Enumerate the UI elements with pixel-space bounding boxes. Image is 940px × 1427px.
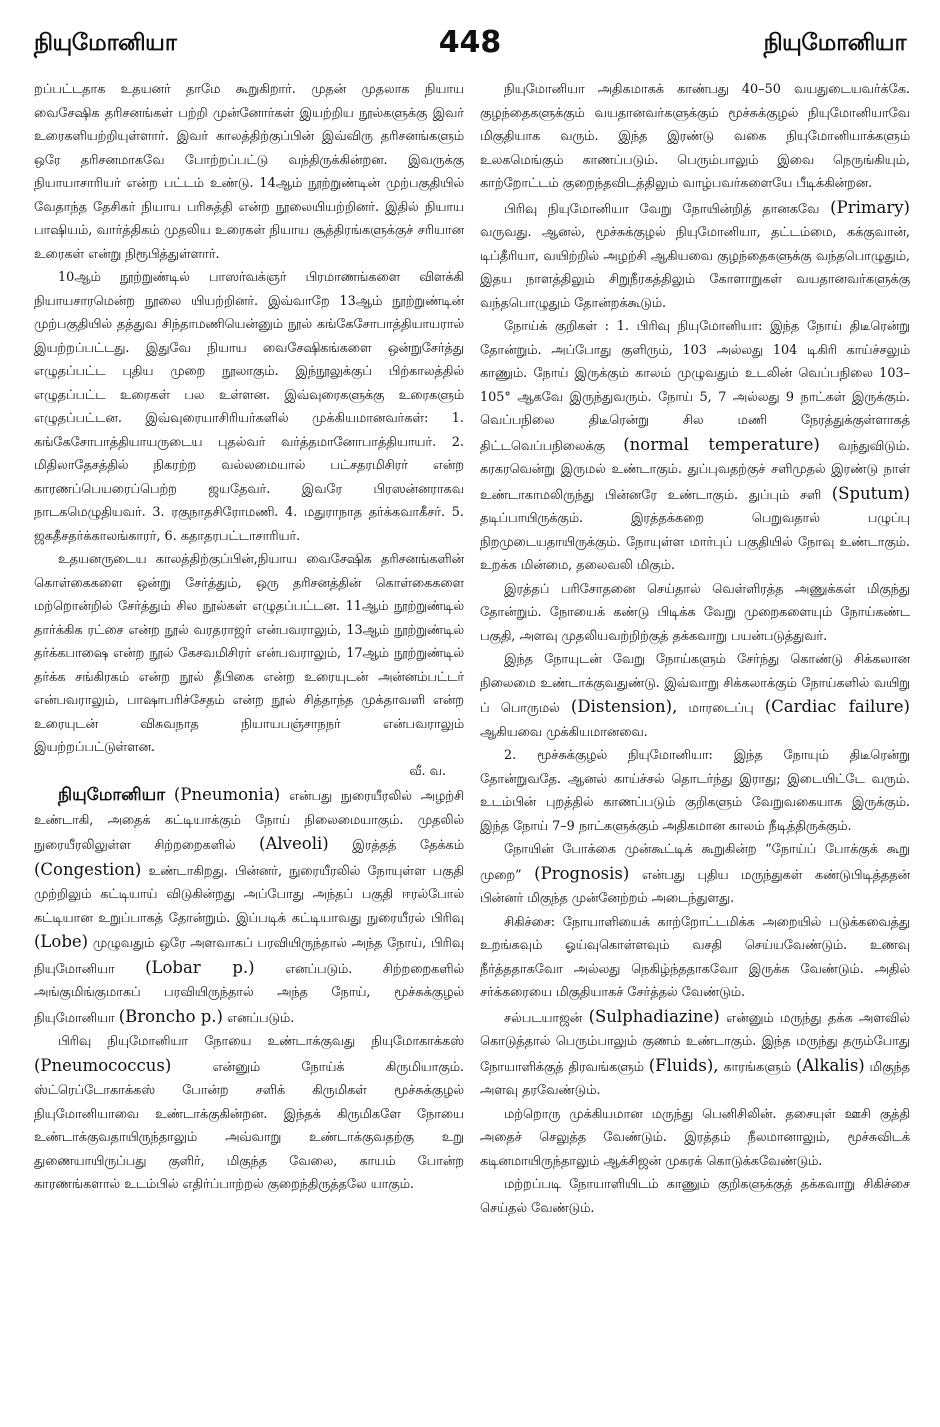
latin-term: (Congestion)	[34, 859, 142, 879]
latin-term: (Pneumonia)	[173, 785, 281, 804]
text-run: பிரிவு நியுமோனியா வேறு நோயின்றித் தானகவே	[504, 201, 831, 217]
text-run: நோய்க் குறிகள் : 1. பிரிவு நியுமோனியா: இந்த நோய் திடீரென்று தோன்றும். அப்போது குளிரும், 103 அல்லது 104 டிகிரி காய்ச்சலும் காணும். நோய் இருக்கும் காலம் முழுவதும் உடலின் வெப்பநிலை 103–105° ஆகவே இருந்துவரும். நோய் 5, 7 அல்லது 9 நாட்கள் இருக்கும். வெப்பநிலை திடீரென்று சில மணி நேரத்துக்குள்ளாகத் திட்டவெப்பநிலைக்கு	[480, 319, 910, 454]
text-run: நோயின் போக்கை முன்கூட்டிக் கூறுகின்ற “நோய்ப் போக்குக் கூறு முறை”	[480, 842, 910, 883]
running-head-left: நியுமோனியா	[34, 30, 177, 56]
text-run: தடிப்பாயிருக்கும். இரத்தக்கறை பெறுவதால் பழுப்பு நிறமுடையதாயிருக்கும். நோயுள்ள மார்புப் பகுதியில் நோவு உண்டாகும். உறக்க மின்மை, தலைவலி மிகும்.	[480, 511, 910, 573]
paragraph: மற்றப்படி நோயாளியிடம் காணும் குறிகளுக்குத் தக்கவாறு சிகிச்சை செய்தல் வேண்டும்.	[480, 1177, 910, 1216]
text-run: ஆகியவை முக்கியமானவை.	[480, 724, 648, 740]
paragraph	[480, 648, 910, 744]
paragraph: இரத்தப் பரிசோதனை செய்தால் வெள்ளிரத்த அணுக்கள் மிகுந்து தோன்றும். நோயைக் கண்டு பிடிக்க வேறு முறைகளையும் நோய்கண்ட பகுதி, அளவு முதலியவற்றிற்குத் தக்கவாறு பயன்படுத்துவர்.	[480, 581, 910, 644]
text-run: என்பது புதிய மருந்துகள் கண்டுபிடித்ததன் பின்னர் மிகுந்த முன்னேற்றம் அடைந்துளது.	[480, 867, 910, 906]
text-run: பிரிவு நியுமோனியா நோயை உண்டாக்குவது நியுமோகாக்கஸ்	[58, 1034, 464, 1049]
paragraph	[480, 196, 910, 316]
text-run: என்னும் நோய்க் கிருமியாகும். ஸ்ட்ரெப்டோகாக்கஸ் போன்ற சளிக் கிருமிகள் மூச்சுக்குழல் நியுமோனியாவை உண்டாக்குகின்றன. இந்தக் கிருமிகளே நோயை உண்டாக்குவதாயிருந்தாலும் அவ்வாறு உண்டாக்குவதற்கு உறு துணையாயிருப்பது குளிர், மிகுந்த வேலை, காயம் போன்ற காரணங்களால் உடம்பில் எதிர்ப்பாற்றல் குறைந்திருத்தலே யாகும்.	[34, 1059, 464, 1192]
latin-term: (Lobe)	[34, 932, 89, 951]
paragraph-text: உதயனருடைய காலத்திற்குப்பின்,நியாய வைசேஷிக தரிசனங்களின் கொள்கைகளை ஒன்று சேர்த்தும், ஒரு தரிசனத்தின் கொள்கைகளை மற்றொன்றில் சேர்த்தும் சில நூல்கள் எழுதப்பட்டன. 11ஆம் நூற்றுண்டில் தார்க்கிக ரட்சை என்ற நூல் வரதராஜர் என்பவராலும், 13ஆம் நூற்றுண்டில் தர்க்கபாஷை என்ற நூல் கேசவமிசிரர் என்பவராலும், 17ஆம் நூற்றுண்டில் தர்க்க சங்கிரகம் என்ற நூல் தீபிகை என்ற உரையுடன் அன்னம்பட்டர் என்பவராலும், பாஷாபரிச்சேதம் என்ற நூல் சித்தாந்த முக்தாவளி என்ற உரையுடன் விசுவநாத நியாயபஞ்சாநநர் என்பவராலும் இயற்றப்பட்டுள்ளன.	[34, 552, 464, 755]
paragraph: சிகிச்சை: நோயாளியைக் காற்றோட்டமிக்க அறையில் படுக்கவைத்து உறங்கவும் ஓய்வுகொள்ளவும் வசதி செய்யவேண்டும். உணவு நீர்த்ததாகவோ அல்லது நெகிழ்ந்ததாகவோ இருக்க வேண்டும். அதில் சர்க்கரையை மிகுதியாகச் சேர்த்தல் வேண்டும்.	[480, 914, 910, 1000]
latin-term: (Primary)	[830, 197, 910, 217]
latin-term: (Alveoli)	[259, 834, 329, 853]
paragraph: 10ஆம் நூற்றுண்டில் பாஸர்வக்ஞர் பிரமாணங்களை விளக்கி நியாயசாரமென்ற நூலை யியற்றினர். இவ்வாறே 13ஆம் நூற்றுண்டின் முற்பகுதியில் தத்துவ சிந்தாமணியென்னும் நூல் கங்கேசோபாத்தியாயரால் இயற்றப்பட்டது. இதுவே நியாய வைசேஷிகங்களை ஒன்றுசேர்த்து எழுதப்பட்ட புதிய முறை நூலாகும். இந்நூலுக்குப் பிற்காலத்தில் எழுதப்பட்ட உரைகள் பல உள்ளன. இவ்வுரைகளுக்கு உரைகளும் எழுதப்பட்டன. இவ்வுரையாசிரியர்களில் முக்கியமானவர்கள்: 1. கங்கேசோபாத்தியாயருடைய புதல்வர் வர்த்தமானோபாத்தியாயர். 2. மிதிலாதேசத்தில் நிகரற்ற வல்லமையால் பட்சதரமிசிரர் என்ற காரணப்பெயரைப்பெற்ற ஜயதேவர். இவரே பிரஸன்னராகவ நாடகமெழுதியவர். 3. ரகுநாதசிரோமணி. 4. மதுராநாத தர்க்கவாகீசர். 5. ஜகதீசதர்க்காலங்காரர், 6. கதாதரபட்டாசாரியர்.	[34, 270, 464, 544]
text-run: எனப்படும். சிற்றறைகளில் அங்குமிங்குமாகப் பரவியிருந்தால் அந்த நோய், மூச்சுக்குழல் நியுமோனியா	[34, 961, 464, 1026]
author-signature: வீ. வ.	[409, 763, 446, 779]
latin-term: (normal temperature)	[623, 434, 820, 454]
latin-term: (Sputum)	[831, 483, 910, 503]
paragraph: மற்றொரு முக்கியமான மருந்து பெனிசிலின். தசையுள் ஊசி குத்தி அதைச் செலுத்த வேண்டும். இரத்தம் நீலமானாலும், மூச்சுவிடக் கடினமாயிருந்தாலும் ஆக்சிஜன் முகரக் கொடுக்கவேண்டும்.	[480, 1106, 910, 1169]
latin-term: (Fluids),	[648, 1055, 719, 1075]
right-column	[480, 78, 910, 1220]
text-run: மிகுந்த அளவு தரவேண்டும்.	[480, 1059, 910, 1098]
left-column	[34, 78, 464, 1197]
text-run: இந்த நோயுடன் வேறு நோய்களும் சேர்ந்து கொண்டு சிக்கலான நிலைமை உண்டாக்குவதுண்டு. இவ்வாறு சிக்கலாக்கும் நோய்களில் வயிறு ப் பொருமல்	[480, 652, 910, 716]
latin-term: (Broncho p.)	[118, 1006, 223, 1026]
paragraph	[34, 1030, 464, 1197]
text-run: முழுவதும் ஒரே அளவாகப் பரவியிருந்தால் அந்த நோய், பிரிவு நியுமோனியா	[34, 936, 464, 977]
text-run: மாரடைப்பு	[677, 701, 765, 716]
paragraph	[480, 838, 910, 911]
latin-term: (Sulphadiazine)	[588, 1006, 720, 1026]
latin-term: (Prognosis)	[534, 863, 630, 883]
text-run: வருவது. ஆனல், மூச்சுக்குழல் நியுமோனியா, தட்டம்மை, கக்குவான், டிப்தீரியா, வயிற்றில் அழற்சி ஆகியவை குழந்தைகளுக்கு வந்தபொழுதும், இதய நாளத்திலும் சிறுநீரகத்திலும் கோளாறுகள் வயதானவர்களுக்கு வந்தபொழுதும் தோன்றக்கூடும்.	[480, 225, 910, 311]
paragraph	[480, 315, 910, 578]
text-run: வந்துவிடும். கரகரவென்று இருமல் உண்டாகும். துப்புவதற்குச் சளிமுதல் இரண்டு நாள் உண்டாகாமலிருந்து பின்னரே உண்டாகும். துப்பும் சளி	[480, 438, 910, 503]
text-run: என்பது நுரையீரலில் அழற்சி உண்டாகி, அதைக் கட்டியாக்கும் நோய் நிலைமையாகும். முதலில் நுரையீரலிலுள்ள சிற்றறைகளில்	[34, 789, 464, 853]
paragraph	[480, 1005, 910, 1103]
paragraph: 2. மூச்சுக்குழல் நியுமோனியா: இந்த நோயும் திடீரென்று தோன்றுவதே. ஆனல் காய்ச்சல் தொடர்ந்து இராது; இடையிட்டே வரும். உடம்பின் புறத்தில் காணப்படும் குறிகளும் வேறுவகையாக இருக்கும். இந்த நோய் 7–9 நாட்களுக்கும் அதிகமான காலம் நீடித்திருக்கும்.	[480, 748, 910, 834]
text-run: உண்டாகிறது. பின்னர், நுரையீரலில் நோயுள்ள பகுதி முற்றிலும் கட்டியாய் விடுகின்றது அப்போது அந்தப் பகுதி ஈரல்போல் கட்டியான உறுப்பாகத் தோன்றும். இப்படிக் கட்டியாவது நுரையீரல் பிரிவு	[34, 863, 464, 926]
latin-term: (Alkalis)	[795, 1055, 865, 1075]
entry-paragraph	[34, 783, 464, 1030]
paragraph: றப்பட்டதாக உதயனர் தாமே கூறுகிறார். முதன் முதலாக நியாய வைசேஷிக தரிசனங்கள் பற்றி முன்னோர்கள் இயற்றிய நூல்களுக்கு இவர் உரைகளியற்றியுள்ளார். இவர் காலத்திற்குப்பின் இவ்விரு தரிசனங்களும் ஒரே தரிசனமாகவே போற்றப்பட்டு வந்திருக்கின்றன. இவருக்கு நியாயாசாரியர் என்ற பட்டம் உண்டு. 14ஆம் நூற்றுண்டின் முற்பகுதியில் வேதாந்த தேசிகர் நியாய பரிசுத்தி என்ற நூலையியற்றினர். இதில் நியாய பாஷியம், வார்த்திகம் முதலிய உரைகள் நியாய சூத்திரங்களுக்குச் சரியான உரைகள் என்று நிரூபித்துள்ளார்.	[34, 82, 464, 262]
text-run: எனப்படும்.	[223, 1010, 295, 1026]
text-run: காரங்களும்	[718, 1059, 796, 1075]
running-head-right: நியுமோனியா	[763, 30, 906, 56]
latin-term: (Cardiac failure)	[764, 697, 910, 716]
page-header	[34, 22, 906, 62]
text-run: சல்படயாஜன்	[504, 1010, 589, 1026]
latin-term: (Distension),	[570, 697, 678, 716]
paragraph	[34, 548, 464, 783]
text-run: என்னும் மருந்து தக்க அளவில் கொடுத்தால் பெரும்பாலும் குணம் உண்டாகும். இந்த மருந்து தரும்போது நோயாளிக்குத் திரவங்களும்	[480, 1010, 910, 1075]
paragraph: நியுமோனியா அதிகமாகக் காண்பது 40–50 வயதுடையவர்க்கே. குழந்தைகளுக்கும் வயதானவர்களுக்கும் மூச்சுக்குழல் நியுமோனியாவே மிகுதியாக வரும். இந்த இரண்டு வகை நியுமோனியாக்களும் உலகமெங்கும் காணப்படும். பெரும்பாலும் இவை நெருங்கியும், காற்றோட்டம் குறைந்தவிடத்திலும் வாழ்பவர்களையே பீடிக்கின்றன.	[480, 82, 910, 191]
latin-term: (Lobar p.)	[145, 957, 255, 977]
page-number: 448	[438, 25, 502, 60]
latin-term: (Pneumococcus)	[34, 1055, 172, 1075]
entry-headword: நியுமோனியா	[58, 785, 166, 805]
text-run: இரத்தத் தேக்கம்	[328, 838, 464, 853]
